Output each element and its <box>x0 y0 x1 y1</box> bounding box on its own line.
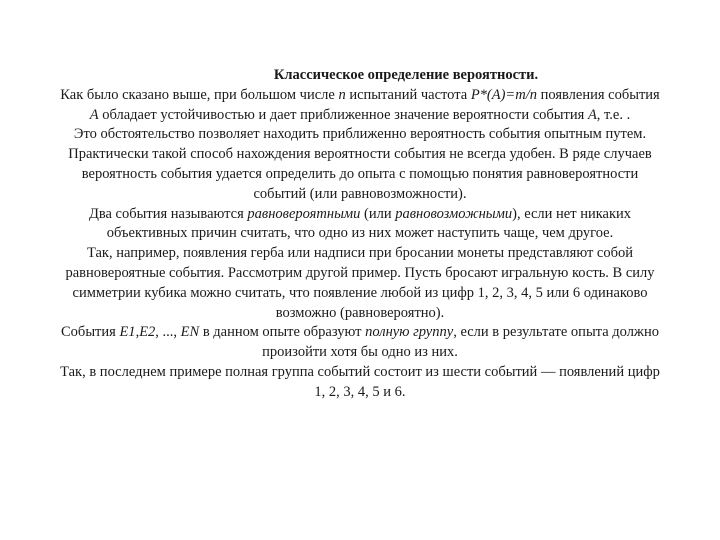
var-n: n <box>338 86 346 103</box>
paragraph-examples: Так, например, появления герба или надписи при бросании монеты представляют собой равновероятные события. Рассмотрим другой пример. Пусть бросают игральную кость. В силу симметрии кубика можно считать, что появление любой из цифр 1, 2, 3, 4, 5 или 6 одинаково возможно (равновероятно). <box>65 245 655 321</box>
var-a: A <box>587 106 597 123</box>
term-equiprobable: равновероятными <box>247 205 361 222</box>
text-run: (или <box>360 205 396 222</box>
text-run: испытаний частота <box>345 86 471 103</box>
text-run: , если в результате опыта должно произойти хотя бы одно из них. <box>262 324 659 361</box>
document-body <box>60 66 660 403</box>
text-run: появления события <box>536 86 660 103</box>
text-run: ), если нет никаких объективных причин считать, что одно из них может наступить чаще, чем другое. <box>106 205 632 242</box>
text-run: Как было сказано выше, при большом числе <box>60 86 339 103</box>
text-run: , ..., <box>155 324 181 341</box>
var-e1: E1 <box>119 324 136 341</box>
text-run: , <box>135 324 140 341</box>
text-run: в данном опыте образуют <box>199 324 366 341</box>
text-run: События <box>61 324 120 341</box>
var-en: EN <box>180 324 200 341</box>
var-e2: E2 <box>139 324 156 341</box>
term-full-group: полную группу <box>365 324 454 341</box>
text-run: Два события называются <box>88 205 248 222</box>
formula-frequency: P*(A)=m/n <box>470 86 537 103</box>
text-run: обладает устойчивостью и дает приближенное значение вероятности события <box>98 106 588 123</box>
term-equipossible: равновозможными <box>395 205 513 222</box>
paragraph-empirical: Это обстоятельство позволяет находить приближенно вероятность события опытным путем. Практически такой способ нахождения вероятности события не всегда удобен. В ряде случаев вероятность события удается определить до опыта с помощью понятия равновероятности событий (или равновозможности). <box>68 126 652 202</box>
paragraph-conclusion: Так, в последнем примере полная группа событий состоит из шести событий — появлений цифр 1, 2, 3, 4, 5 и 6. <box>60 363 660 400</box>
paragraph-equiprobable-def <box>60 205 660 245</box>
document-title: Классическое определение вероятности. <box>273 67 539 83</box>
var-a: A <box>89 106 99 123</box>
paragraph-full-group <box>60 323 660 363</box>
text-run: , т.е. . <box>596 106 631 123</box>
paragraph-frequency <box>60 86 660 126</box>
